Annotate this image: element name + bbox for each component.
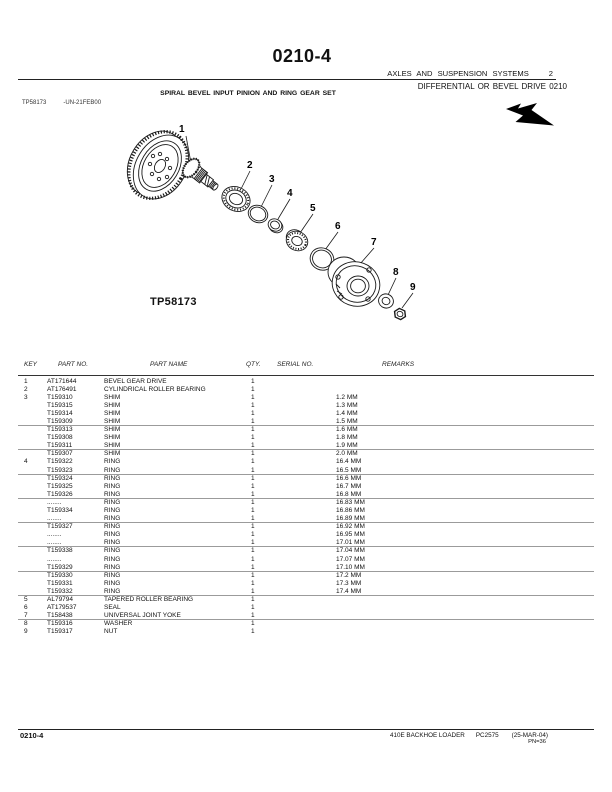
cell-qty: 1 [251, 417, 255, 425]
table-row [18, 483, 594, 491]
footer-publication-info [0, 732, 548, 739]
exploded-diagram [0, 0, 612, 360]
cell-part-name: WASHER [104, 620, 133, 628]
cell-part-no: T159311 [47, 442, 73, 450]
cell-qty: 1 [251, 393, 255, 401]
callout-3: 3 [269, 174, 275, 185]
table-row [18, 572, 594, 580]
cell-part-no: T159308 [47, 434, 73, 442]
cell-part-no: T159338 [47, 547, 73, 555]
cell-part-no: T159317 [47, 628, 73, 636]
cell-qty: 1 [251, 563, 255, 571]
table-row [18, 539, 594, 547]
table-row [18, 426, 594, 434]
cell-part-name: SHIM [104, 442, 121, 450]
table-top-rule [18, 375, 594, 376]
cell-part-name: RING [104, 490, 121, 498]
cell-qty: 1 [251, 466, 255, 474]
cell-remarks: 17.01 MM [336, 539, 365, 547]
table-row [18, 612, 594, 620]
cell-qty: 1 [251, 377, 255, 385]
callout-4: 4 [287, 188, 293, 199]
parts-table-header [18, 361, 594, 371]
table-row [18, 450, 594, 458]
callout-1: 1 [179, 124, 185, 135]
cell-part-no: T159324 [47, 474, 73, 482]
table-row [18, 620, 594, 628]
cell-remarks: 16.89 MM [336, 515, 365, 523]
col-header-key: KEY [24, 361, 38, 368]
table-row [18, 515, 594, 523]
table-row [18, 442, 594, 450]
table-row [18, 386, 594, 394]
cell-part-no: ........ [47, 539, 62, 547]
cell-part-name: RING [104, 498, 121, 506]
figure-label: TP58173 [150, 296, 197, 308]
cell-remarks: 1.4 MM [336, 409, 358, 417]
table-row [18, 394, 594, 402]
cell-part-no: T159329 [47, 563, 73, 571]
cell-part-no: T159327 [47, 523, 73, 531]
cell-part-name: NUT [104, 628, 118, 636]
cell-part-no: T159331 [47, 579, 73, 587]
cell-qty: 1 [251, 620, 255, 628]
callout-2: 2 [247, 160, 253, 171]
cell-part-name: RING [104, 474, 121, 482]
cell-part-name: RING [104, 563, 121, 571]
footer-pn: PN=36 [528, 738, 546, 745]
cell-qty: 1 [251, 434, 255, 442]
cell-remarks: 16.92 MM [336, 523, 365, 531]
cell-part-name: TAPERED ROLLER BEARING [104, 596, 194, 604]
cell-key: 2 [24, 385, 28, 393]
cell-qty: 1 [251, 628, 255, 636]
cell-part-no: T159332 [47, 587, 73, 595]
cell-qty: 1 [251, 515, 255, 523]
table-row [18, 499, 594, 507]
figure-ref-suffix: -UN-21FEB00 [63, 99, 102, 106]
cell-remarks: 16.86 MM [336, 507, 365, 514]
cell-remarks: 17.2 MM [336, 571, 362, 579]
table-row [18, 467, 594, 475]
callout-8: 8 [393, 267, 399, 278]
nut-part [393, 307, 408, 321]
cell-part-name: SHIM [104, 401, 121, 409]
callout-5: 5 [310, 203, 316, 214]
cell-part-no: T159322 [47, 458, 73, 466]
cell-key: 5 [24, 596, 28, 604]
cell-part-no: T159309 [47, 417, 73, 425]
cell-part-no: T159314 [47, 409, 73, 417]
cell-qty: 1 [251, 450, 255, 458]
cell-qty: 1 [251, 401, 255, 409]
cell-part-name: RING [104, 458, 121, 466]
table-row [18, 418, 594, 426]
cell-remarks: 16.8 MM [336, 490, 362, 498]
cell-qty: 1 [251, 547, 255, 555]
cell-part-name: SHIM [104, 426, 121, 434]
cell-qty: 1 [251, 426, 255, 434]
col-header-qty: QTY. [246, 361, 261, 368]
cell-part-name: RING [104, 531, 121, 539]
col-header-part-no: PART NO. [58, 361, 89, 368]
cell-part-no: T159334 [47, 507, 73, 514]
cell-qty: 1 [251, 523, 255, 531]
cell-part-name: RING [104, 507, 121, 514]
footer-catalog-number: PC2575 [475, 731, 499, 739]
table-row [18, 556, 594, 564]
cell-part-name: RING [104, 482, 121, 490]
cell-part-name: SHIM [104, 409, 121, 417]
footer-model: 410E BACKHOE LOADER [389, 731, 465, 739]
cell-qty: 1 [251, 596, 255, 604]
cell-remarks: 16.83 MM [336, 498, 365, 506]
cell-qty: 1 [251, 539, 255, 547]
col-header-remarks: REMARKS [382, 361, 415, 368]
cell-remarks: 16.4 MM [336, 458, 362, 466]
tapered-bearing-part [282, 227, 311, 254]
cell-qty: 1 [251, 531, 255, 539]
figure-ref-code: TP58173 [22, 99, 47, 106]
cell-part-name: RING [104, 547, 121, 555]
cell-remarks: 17.04 MM [336, 547, 365, 555]
cell-part-no: AT176491 [47, 385, 77, 393]
callout-9: 9 [410, 282, 416, 293]
cell-part-name: SHIM [104, 417, 121, 425]
cell-part-no: T159325 [47, 482, 73, 490]
cell-part-name: RING [104, 515, 121, 523]
cell-qty: 1 [251, 587, 255, 595]
table-row [18, 402, 594, 410]
cell-part-no: T159315 [47, 401, 73, 409]
cell-part-no: ........ [47, 555, 62, 563]
footer-rule [18, 729, 594, 730]
washer-part [376, 291, 396, 310]
cell-part-no: ........ [47, 498, 62, 506]
table-row [18, 507, 594, 515]
cell-remarks: 16.5 MM [336, 466, 362, 474]
cell-part-no: T159307 [47, 450, 73, 458]
cell-part-name: RING [104, 579, 121, 587]
cell-part-no: T159330 [47, 571, 73, 579]
col-header-serial-no: SERIAL NO. [277, 361, 314, 368]
table-row [18, 458, 594, 466]
cell-qty: 1 [251, 482, 255, 490]
cell-remarks: 16.6 MM [336, 474, 362, 482]
cell-qty: 1 [251, 498, 255, 506]
cell-part-name: RING [104, 523, 121, 531]
cell-qty: 1 [251, 507, 255, 514]
cell-remarks: 1.8 MM [336, 434, 358, 442]
cell-qty: 1 [251, 604, 255, 612]
table-row [18, 628, 594, 636]
cell-part-no: AT171644 [47, 377, 77, 385]
page-title: 0210-4 [272, 46, 332, 66]
cell-remarks: 2.0 MM [336, 450, 358, 458]
cell-qty: 1 [251, 571, 255, 579]
cell-part-name: CYLINDRICAL ROLLER BEARING [104, 385, 206, 393]
figure-title: SPIRAL BEVEL INPUT PINION AND RING GEAR SET [160, 90, 336, 97]
table-row [18, 434, 594, 442]
cell-part-name: BEVEL GEAR DRIVE [104, 377, 167, 385]
footer-page-code: 0210-4 [20, 731, 44, 740]
cell-key: 8 [24, 620, 28, 628]
cell-part-no: T159313 [47, 426, 73, 434]
cell-key: 6 [24, 604, 28, 612]
table-row [18, 410, 594, 418]
subsection-title: DIFFERENTIAL OR BEVEL DRIVE 0210 [417, 81, 567, 91]
cell-remarks: 17.3 MM [336, 579, 362, 587]
callout-6: 6 [335, 221, 341, 232]
cell-part-no: T159326 [47, 490, 73, 498]
table-row [18, 531, 594, 539]
ring-collar-part [266, 217, 286, 235]
cell-part-name: RING [104, 539, 121, 547]
cell-key: 1 [24, 377, 28, 385]
cell-qty: 1 [251, 458, 255, 466]
col-header-part-name: PART NAME [150, 361, 188, 368]
cell-qty: 1 [251, 612, 255, 620]
yoke-part [326, 255, 386, 313]
cell-part-name: RING [104, 466, 121, 474]
cell-remarks: 17.07 MM [336, 555, 365, 563]
table-row [18, 547, 594, 555]
cell-remarks: 17.4 MM [336, 587, 362, 595]
parts-table-rows [18, 378, 594, 637]
cell-part-no: AT179537 [47, 604, 77, 612]
table-row [18, 564, 594, 572]
cell-part-name: SHIM [104, 434, 121, 442]
cell-key: 9 [24, 628, 28, 636]
footer-date: (25-MAR-04) [511, 731, 548, 739]
table-row [18, 378, 594, 386]
cell-part-name: SHIM [104, 450, 121, 458]
table-row [18, 491, 594, 499]
cell-qty: 1 [251, 474, 255, 482]
cell-qty: 1 [251, 385, 255, 393]
cell-part-no: T159310 [47, 393, 73, 401]
cell-part-no: T159316 [47, 620, 73, 628]
callout-7: 7 [371, 237, 377, 248]
cell-remarks: 1.2 MM [336, 393, 358, 401]
table-row [18, 580, 594, 588]
cell-part-name: RING [104, 571, 121, 579]
table-row [18, 523, 594, 531]
table-row [18, 596, 594, 604]
cell-part-no: AL79794 [47, 596, 74, 604]
cell-qty: 1 [251, 442, 255, 450]
table-row [18, 588, 594, 596]
cell-remarks: 1.3 MM [336, 401, 358, 409]
cell-remarks: 17.10 MM [336, 563, 365, 571]
cell-key: 4 [24, 458, 28, 466]
cell-part-name: RING [104, 555, 121, 563]
cell-part-name: RING [104, 587, 121, 595]
cell-qty: 1 [251, 490, 255, 498]
cell-part-no: ........ [47, 531, 62, 539]
cell-qty: 1 [251, 409, 255, 417]
section-title: AXLES AND SUSPENSION SYSTEMS [387, 69, 529, 78]
table-row [18, 475, 594, 483]
cell-part-no: ........ [47, 515, 62, 523]
cell-remarks: 1.9 MM [336, 442, 358, 450]
cell-qty: 1 [251, 579, 255, 587]
cell-remarks: 1.6 MM [336, 426, 358, 434]
cell-remarks: 16.7 MM [336, 482, 362, 490]
section-page-number: 2 [548, 69, 553, 78]
cell-part-name: SHIM [104, 393, 121, 401]
cell-part-name: SEAL [104, 604, 121, 612]
cell-part-name: UNIVERSAL JOINT YOKE [104, 612, 181, 620]
cell-part-no: T158438 [47, 612, 73, 620]
cell-part-no: T159323 [47, 466, 73, 474]
cell-key: 7 [24, 612, 28, 620]
cell-remarks: 1.5 MM [336, 417, 358, 425]
cell-remarks: 16.95 MM [336, 531, 365, 539]
cell-qty: 1 [251, 555, 255, 563]
table-row [18, 604, 594, 612]
cell-key: 3 [24, 393, 28, 401]
